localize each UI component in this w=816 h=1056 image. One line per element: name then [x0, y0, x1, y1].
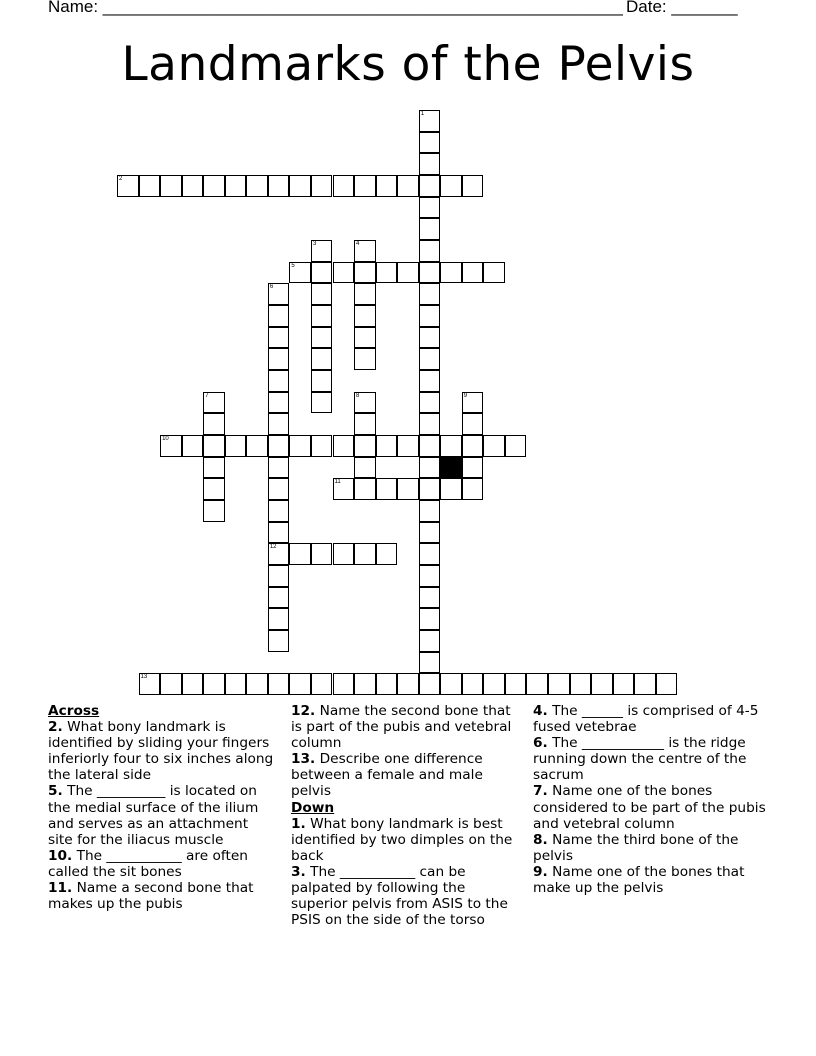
- grid-cell[interactable]: [419, 132, 441, 154]
- clue-across-13: 13. Describe one difference between a female and male pelvis: [291, 751, 483, 800]
- grid-cell[interactable]: [268, 283, 290, 305]
- grid-cell[interactable]: [376, 175, 398, 197]
- grid-cell[interactable]: [462, 673, 484, 695]
- grid-cell[interactable]: [419, 630, 441, 652]
- grid-cell[interactable]: [505, 673, 527, 695]
- grid-cell[interactable]: [311, 435, 333, 457]
- clue-down-7: 7. Name one of the bones considered to be part of the pubis and vetebral column: [533, 783, 766, 832]
- grid-cell[interactable]: [397, 673, 419, 695]
- grid-cell[interactable]: [268, 608, 290, 630]
- grid-cell[interactable]: [311, 370, 333, 392]
- grid-cell[interactable]: [419, 522, 441, 544]
- grid-cell[interactable]: [483, 673, 505, 695]
- grid-cell[interactable]: [483, 262, 505, 284]
- grid-cell[interactable]: [570, 673, 592, 695]
- grid-cell[interactable]: [354, 348, 376, 370]
- grid-cell[interactable]: [354, 478, 376, 500]
- cell-number: 1: [420, 111, 425, 117]
- grid-cell[interactable]: [333, 478, 355, 500]
- grid-cell[interactable]: [354, 543, 376, 565]
- grid-cell[interactable]: [268, 673, 290, 695]
- grid-cell[interactable]: [333, 435, 355, 457]
- grid-cell[interactable]: [354, 413, 376, 435]
- clue-down-6: 6. The ____________ is the ridge running down the centre of the sacrum: [533, 735, 747, 784]
- grid-cell[interactable]: [419, 500, 441, 522]
- grid-cell[interactable]: [462, 435, 484, 457]
- grid-cell[interactable]: [289, 673, 311, 695]
- grid-cell[interactable]: [182, 435, 204, 457]
- grid-cell[interactable]: [289, 543, 311, 565]
- grid-cell[interactable]: [376, 543, 398, 565]
- grid-cell[interactable]: [311, 283, 333, 305]
- grid-cell[interactable]: [289, 435, 311, 457]
- grid-cell[interactable]: [462, 392, 484, 414]
- cell-number: 5: [291, 262, 295, 269]
- clue-down-3: 3. The ___________ can be palpated by following the superior pelvis from ASIS to the PSIS on the side of the torso: [291, 863, 508, 929]
- clues-column-3: [533, 703, 773, 896]
- grid-cell[interactable]: [246, 175, 268, 197]
- grid-cell[interactable]: [268, 327, 290, 349]
- grid-cell[interactable]: [268, 392, 290, 414]
- grid-cell[interactable]: [203, 673, 225, 695]
- grid-cell[interactable]: [268, 500, 290, 522]
- down-heading: Down: [291, 799, 335, 816]
- grid-cell[interactable]: [354, 175, 376, 197]
- grid-cell[interactable]: [225, 175, 247, 197]
- grid-cell[interactable]: [311, 305, 333, 327]
- clues-column-1: [48, 703, 276, 912]
- grid-cell[interactable]: [268, 478, 290, 500]
- grid-cell[interactable]: [419, 327, 441, 349]
- grid-cell[interactable]: [526, 673, 548, 695]
- grid-cell[interactable]: [419, 435, 441, 457]
- across-heading: Across: [48, 703, 100, 719]
- grid-cell[interactable]: [354, 435, 376, 457]
- grid-cell[interactable]: [419, 413, 441, 435]
- cell-number: 4: [356, 241, 360, 248]
- clue-across-12: 12. Name the second bone that is part of the pubis and vetebral column: [291, 703, 512, 752]
- grid-cell[interactable]: [505, 435, 527, 457]
- grid-cell[interactable]: [376, 435, 398, 457]
- grid-cell[interactable]: [311, 392, 333, 414]
- grid-cell[interactable]: [591, 673, 613, 695]
- grid-cell[interactable]: [462, 457, 484, 479]
- grid-cell[interactable]: [268, 348, 290, 370]
- grid-cell[interactable]: [268, 175, 290, 197]
- grid-cell[interactable]: [419, 197, 441, 219]
- cell-number: 8: [356, 392, 360, 399]
- grid-cell[interactable]: [548, 673, 570, 695]
- grid-cell[interactable]: [419, 175, 441, 197]
- grid-cell[interactable]: [268, 565, 290, 587]
- grid-cell[interactable]: [160, 673, 182, 695]
- grid-cell[interactable]: [246, 673, 268, 695]
- grid-cell[interactable]: [419, 478, 441, 500]
- grid-cell[interactable]: [203, 457, 225, 479]
- grid-cell[interactable]: [397, 435, 419, 457]
- grid-cell[interactable]: [311, 543, 333, 565]
- grid-cell[interactable]: [419, 218, 441, 240]
- grid-cell[interactable]: [354, 457, 376, 479]
- grid-cell[interactable]: [268, 457, 290, 479]
- cell-number: 12: [269, 544, 277, 551]
- grid-cell[interactable]: [246, 435, 268, 457]
- grid-cell[interactable]: [333, 543, 355, 565]
- grid-cell[interactable]: [333, 262, 355, 284]
- grid-cell[interactable]: [419, 673, 441, 695]
- grid-cell[interactable]: [182, 175, 204, 197]
- grid-cell[interactable]: [203, 175, 225, 197]
- grid-cell[interactable]: [268, 370, 290, 392]
- clue-down-1: 1. What bony landmark is best identified by two dimples on the back: [291, 815, 513, 864]
- grid-cell[interactable]: [354, 327, 376, 349]
- grid-cell[interactable]: [376, 478, 398, 500]
- grid-cell[interactable]: [483, 435, 505, 457]
- grid-cell[interactable]: [139, 175, 161, 197]
- grid-cell[interactable]: [203, 500, 225, 522]
- cell-number: 3: [312, 241, 317, 248]
- grid-cell[interactable]: [203, 478, 225, 500]
- name-field[interactable]: Name: _______________________________________________________: [48, 0, 623, 16]
- grid-cell[interactable]: [419, 392, 441, 414]
- grid-cell[interactable]: [203, 435, 225, 457]
- grid-cell[interactable]: [160, 435, 182, 457]
- grid-cell[interactable]: [419, 587, 441, 609]
- grid-cell[interactable]: [440, 478, 462, 500]
- grid-cell[interactable]: [354, 305, 376, 327]
- grid-cell[interactable]: [268, 522, 290, 544]
- clue-across-2: 2. What bony landmark is identified by sliding your fingers inferiorly four to six inches along the lateral side: [48, 719, 274, 784]
- grid-cell[interactable]: [462, 413, 484, 435]
- cell-number: 2: [119, 176, 123, 182]
- clue-across-5: 5. The __________ is located on the medial surface of the ilium and serves as an attachment site for the iliacus muscle: [48, 783, 259, 848]
- grid-cell[interactable]: [419, 305, 441, 327]
- grid-cell[interactable]: [656, 673, 678, 695]
- grid-cell[interactable]: [462, 478, 484, 500]
- grid-cell[interactable]: [311, 327, 333, 349]
- grid-cell[interactable]: [440, 673, 462, 695]
- grid-cell[interactable]: [440, 435, 462, 457]
- grid-cell[interactable]: [160, 175, 182, 197]
- grid-cell[interactable]: [419, 370, 441, 392]
- grid-cell[interactable]: [268, 413, 290, 435]
- grid-cell[interactable]: [462, 262, 484, 284]
- grid-cell[interactable]: [419, 153, 441, 175]
- grid-cell[interactable]: [354, 283, 376, 305]
- grid-cell[interactable]: [613, 673, 635, 695]
- grid-cell[interactable]: [354, 262, 376, 284]
- grid-cell[interactable]: [333, 673, 355, 695]
- grid-cell[interactable]: [354, 392, 376, 414]
- grid-cell[interactable]: [268, 543, 290, 565]
- grid-cell[interactable]: [419, 240, 441, 262]
- grid-cell[interactable]: [268, 305, 290, 327]
- grid-cell[interactable]: [311, 240, 333, 262]
- grid-cell[interactable]: [289, 262, 311, 284]
- grid-cell[interactable]: [354, 673, 376, 695]
- grid-cell[interactable]: [311, 262, 333, 284]
- puzzle-title: Landmarks of the Pelvis: [121, 37, 695, 92]
- grid-cell[interactable]: [376, 673, 398, 695]
- grid-cell[interactable]: [419, 348, 441, 370]
- clue-across-11: 11. Name a second bone that makes up the pubis: [48, 880, 254, 913]
- grid-cell[interactable]: [311, 175, 333, 197]
- black-cell: [440, 457, 462, 479]
- grid-cell[interactable]: [117, 175, 139, 197]
- grid-cell[interactable]: [634, 673, 656, 695]
- grid-cell[interactable]: [419, 543, 441, 565]
- grid-cell[interactable]: [397, 262, 419, 284]
- clue-down-9: 9. Name one of the bones that make up the pelvis: [533, 863, 745, 897]
- clue-across-10: 10. The ___________ are often called the sit bones: [48, 847, 248, 880]
- grid-cell[interactable]: [289, 175, 311, 197]
- grid-cell[interactable]: [225, 673, 247, 695]
- grid-cell[interactable]: [397, 175, 419, 197]
- grid-cell[interactable]: [419, 262, 441, 284]
- grid-cell[interactable]: [462, 175, 484, 197]
- grid-cell[interactable]: [440, 175, 462, 197]
- clues-column-2: [291, 703, 519, 928]
- grid-cell[interactable]: [311, 673, 333, 695]
- grid-cell[interactable]: [268, 587, 290, 609]
- grid-cell[interactable]: [203, 392, 225, 414]
- clue-down-4: 4. The ______ is comprised of 4-5 fused vetebrae: [533, 703, 759, 736]
- grid-cell[interactable]: [268, 630, 290, 652]
- grid-cell[interactable]: [333, 175, 355, 197]
- grid-cell[interactable]: [419, 283, 441, 305]
- cell-number: 7: [205, 392, 209, 399]
- clue-down-8: 8. Name the third bone of the pelvis: [533, 831, 739, 864]
- grid-cell[interactable]: [268, 435, 290, 457]
- grid-cell[interactable]: [419, 608, 441, 630]
- grid-cell[interactable]: [419, 110, 441, 132]
- cell-number: 6: [269, 284, 274, 291]
- cell-number: 9: [463, 392, 468, 399]
- grid-cell[interactable]: [354, 240, 376, 262]
- cell-number: 10: [162, 436, 169, 443]
- grid-cell[interactable]: [225, 435, 247, 457]
- grid-cell[interactable]: [182, 673, 204, 695]
- date-field[interactable]: Date: _______: [626, 0, 738, 16]
- cell-number: 13: [140, 674, 148, 681]
- grid-cell[interactable]: [139, 673, 161, 695]
- grid-cell[interactable]: [419, 457, 441, 479]
- grid-cell[interactable]: [203, 413, 225, 435]
- grid-cell[interactable]: [419, 652, 441, 674]
- grid-cell[interactable]: [397, 478, 419, 500]
- grid-cell[interactable]: [440, 262, 462, 284]
- cell-number: 11: [334, 479, 341, 486]
- grid-cell[interactable]: [311, 348, 333, 370]
- grid-cell[interactable]: [376, 262, 398, 284]
- grid-cell[interactable]: [419, 565, 441, 587]
